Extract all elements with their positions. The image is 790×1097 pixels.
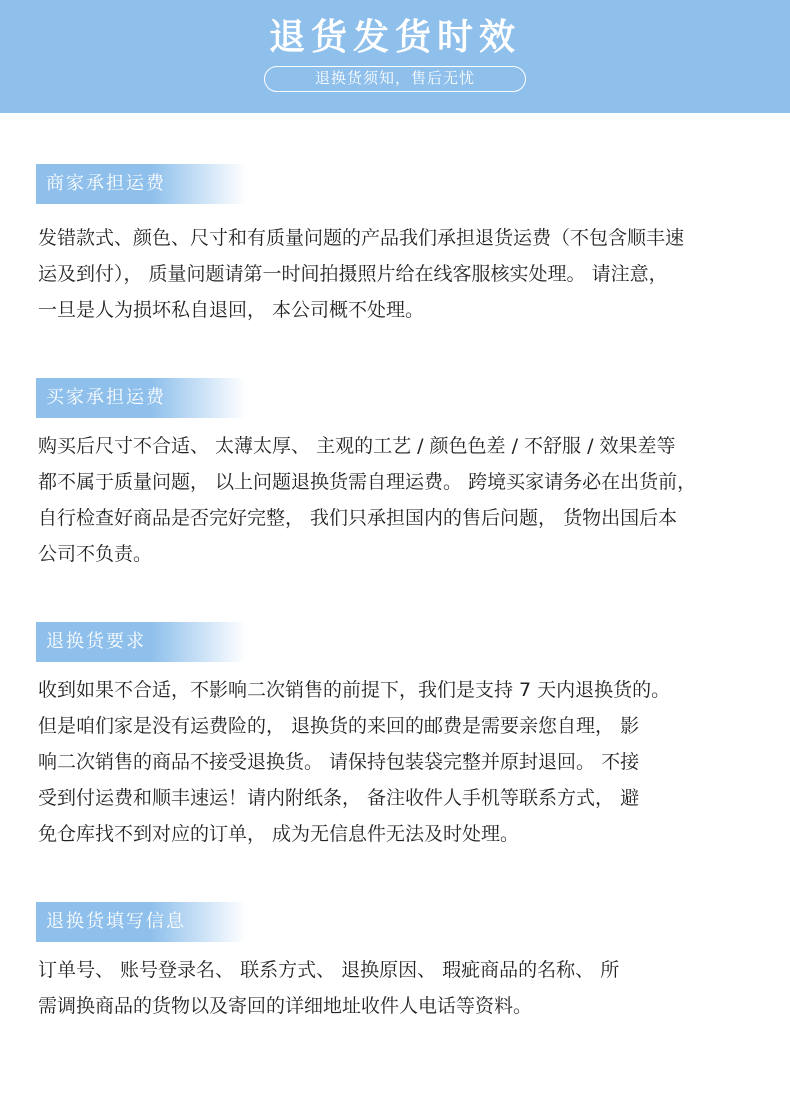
- section-body-return-info: [38, 952, 763, 1024]
- subtitle-pill: 退换货须知，售后无忧: [264, 66, 526, 92]
- text-line: 免仓库找不到对应的订单， 成为无信息件无法及时处理。: [38, 823, 520, 845]
- text-line: 订单号、 账号登录名、 联系方式、 退换原因、 瑕疵商品的名称、 所: [38, 959, 620, 981]
- section-label-seller-pays: 商家承担运费: [36, 164, 246, 204]
- text-line: 受到付运费和顺丰速运！请内附纸条， 备注收件人手机等联系方式， 避: [38, 787, 640, 809]
- header-banner: [0, 0, 790, 113]
- text-line: 自行检查好商品是否完好完整， 我们只承担国内的售后问题， 货物出国后本: [38, 507, 678, 529]
- page-title: 退货发货时效: [268, 17, 521, 58]
- text-line: 都不属于质量问题， 以上问题退换货需自理运费。 跨境买家请务必在出货前，: [38, 471, 697, 493]
- text-line: 购买后尺寸不合适、 太薄太厚、 主观的工艺 / 颜色色差 / 不舒服 / 效果差等: [38, 435, 676, 457]
- text-line: 响二次销售的商品不接受退换货。 请保持包装袋完整并原封退回。 不接: [38, 751, 640, 773]
- text-line: 运及到付）， 质量问题请第一时间拍摄照片给在线客服核实处理。 请注意，: [38, 263, 668, 285]
- text-line: 但是咱们家是没有运费险的， 退换货的来回的邮费是需要亲您自理， 影: [38, 715, 640, 737]
- section-body-buyer-pays: [38, 428, 763, 572]
- section-body-seller-pays: [38, 220, 763, 328]
- text-line: 一旦是人为损坏私自退回， 本公司概不处理。: [38, 299, 425, 321]
- section-label-buyer-pays: 买家承担运费: [36, 378, 246, 418]
- section-label-return-requirements: 退换货要求: [36, 622, 246, 662]
- section-body-return-requirements: [38, 672, 763, 852]
- text-line: 发错款式、颜色、尺寸和有质量问题的产品我们承担退货运费（不包含顺丰速: [38, 227, 685, 249]
- text-line: 需调换商品的货物以及寄回的详细地址收件人电话等资料。: [38, 995, 533, 1017]
- section-label-return-info: 退换货填写信息: [36, 902, 246, 942]
- text-line: 收到如果不合适，不影响二次销售的前提下，我们是支持 7 天内退换货的。: [38, 679, 671, 701]
- text-line: 公司不负责。: [38, 543, 153, 565]
